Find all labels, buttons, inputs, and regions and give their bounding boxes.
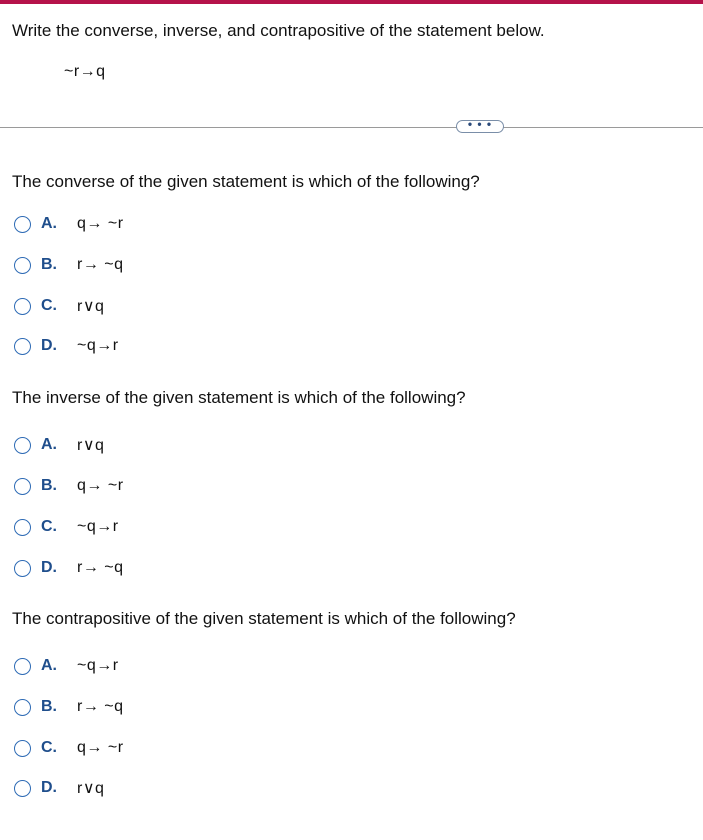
- radio-button[interactable]: [14, 780, 31, 797]
- radio-button[interactable]: [14, 519, 31, 536]
- radio-button[interactable]: [14, 560, 31, 577]
- converse-option-c[interactable]: [14, 295, 104, 317]
- question-inverse: The inverse of the given statement is which of the following?: [12, 388, 466, 407]
- option-text: q→ ~r: [77, 215, 124, 232]
- option-text: ~q→r: [77, 657, 119, 674]
- inverse-option-c[interactable]: [14, 516, 119, 538]
- option-text: r→ ~q: [77, 559, 124, 576]
- radio-button[interactable]: [14, 338, 31, 355]
- converse-option-d[interactable]: [14, 335, 119, 357]
- contrapositive-option-a[interactable]: [14, 655, 119, 677]
- radio-button[interactable]: [14, 257, 31, 274]
- option-letter: B.: [41, 477, 57, 494]
- option-letter: B.: [41, 256, 57, 273]
- option-letter: C.: [41, 518, 57, 535]
- option-text: ~q→r: [77, 518, 119, 535]
- option-text: r∨q: [77, 437, 105, 454]
- option-text: ~q→r: [77, 337, 119, 354]
- converse-option-b[interactable]: [14, 254, 124, 276]
- top-accent-bar: [0, 0, 703, 4]
- radio-button[interactable]: [14, 740, 31, 757]
- option-text: r→ ~q: [77, 698, 124, 715]
- option-letter: D.: [41, 337, 57, 354]
- inverse-option-d[interactable]: [14, 557, 124, 579]
- option-text: q→ ~r: [77, 477, 124, 494]
- option-letter: C.: [41, 739, 57, 756]
- option-text: r∨q: [77, 780, 105, 797]
- contrapositive-option-d[interactable]: [14, 777, 104, 799]
- expand-more-button[interactable]: [456, 116, 504, 133]
- option-letter: D.: [41, 559, 57, 576]
- radio-button[interactable]: [14, 478, 31, 495]
- option-text: r∨q: [77, 298, 105, 315]
- inverse-option-b[interactable]: [14, 475, 124, 497]
- question-converse: The converse of the given statement is which of the following?: [12, 172, 480, 191]
- option-letter: C.: [41, 297, 57, 314]
- option-letter: B.: [41, 698, 57, 715]
- option-letter: A.: [41, 215, 57, 232]
- question-contrapositive: The contrapositive of the given statement is which of the following?: [12, 609, 516, 628]
- radio-button[interactable]: [14, 298, 31, 315]
- radio-button[interactable]: [14, 216, 31, 233]
- radio-button[interactable]: [14, 658, 31, 675]
- option-text: q→ ~r: [77, 739, 124, 756]
- radio-button[interactable]: [14, 699, 31, 716]
- contrapositive-option-c[interactable]: [14, 737, 124, 759]
- option-text: r→ ~q: [77, 256, 124, 273]
- radio-button[interactable]: [14, 437, 31, 454]
- option-letter: A.: [41, 436, 57, 453]
- contrapositive-option-b[interactable]: [14, 696, 124, 718]
- section-divider: [0, 127, 703, 128]
- problem-prompt: Write the converse, inverse, and contrapositive of the statement below.: [12, 21, 545, 40]
- option-letter: D.: [41, 779, 57, 796]
- inverse-option-a[interactable]: [14, 434, 104, 456]
- converse-option-a[interactable]: [14, 213, 124, 235]
- more-dots-icon: • • •: [467, 116, 493, 131]
- given-statement: ~r→q: [64, 63, 106, 80]
- option-letter: A.: [41, 657, 57, 674]
